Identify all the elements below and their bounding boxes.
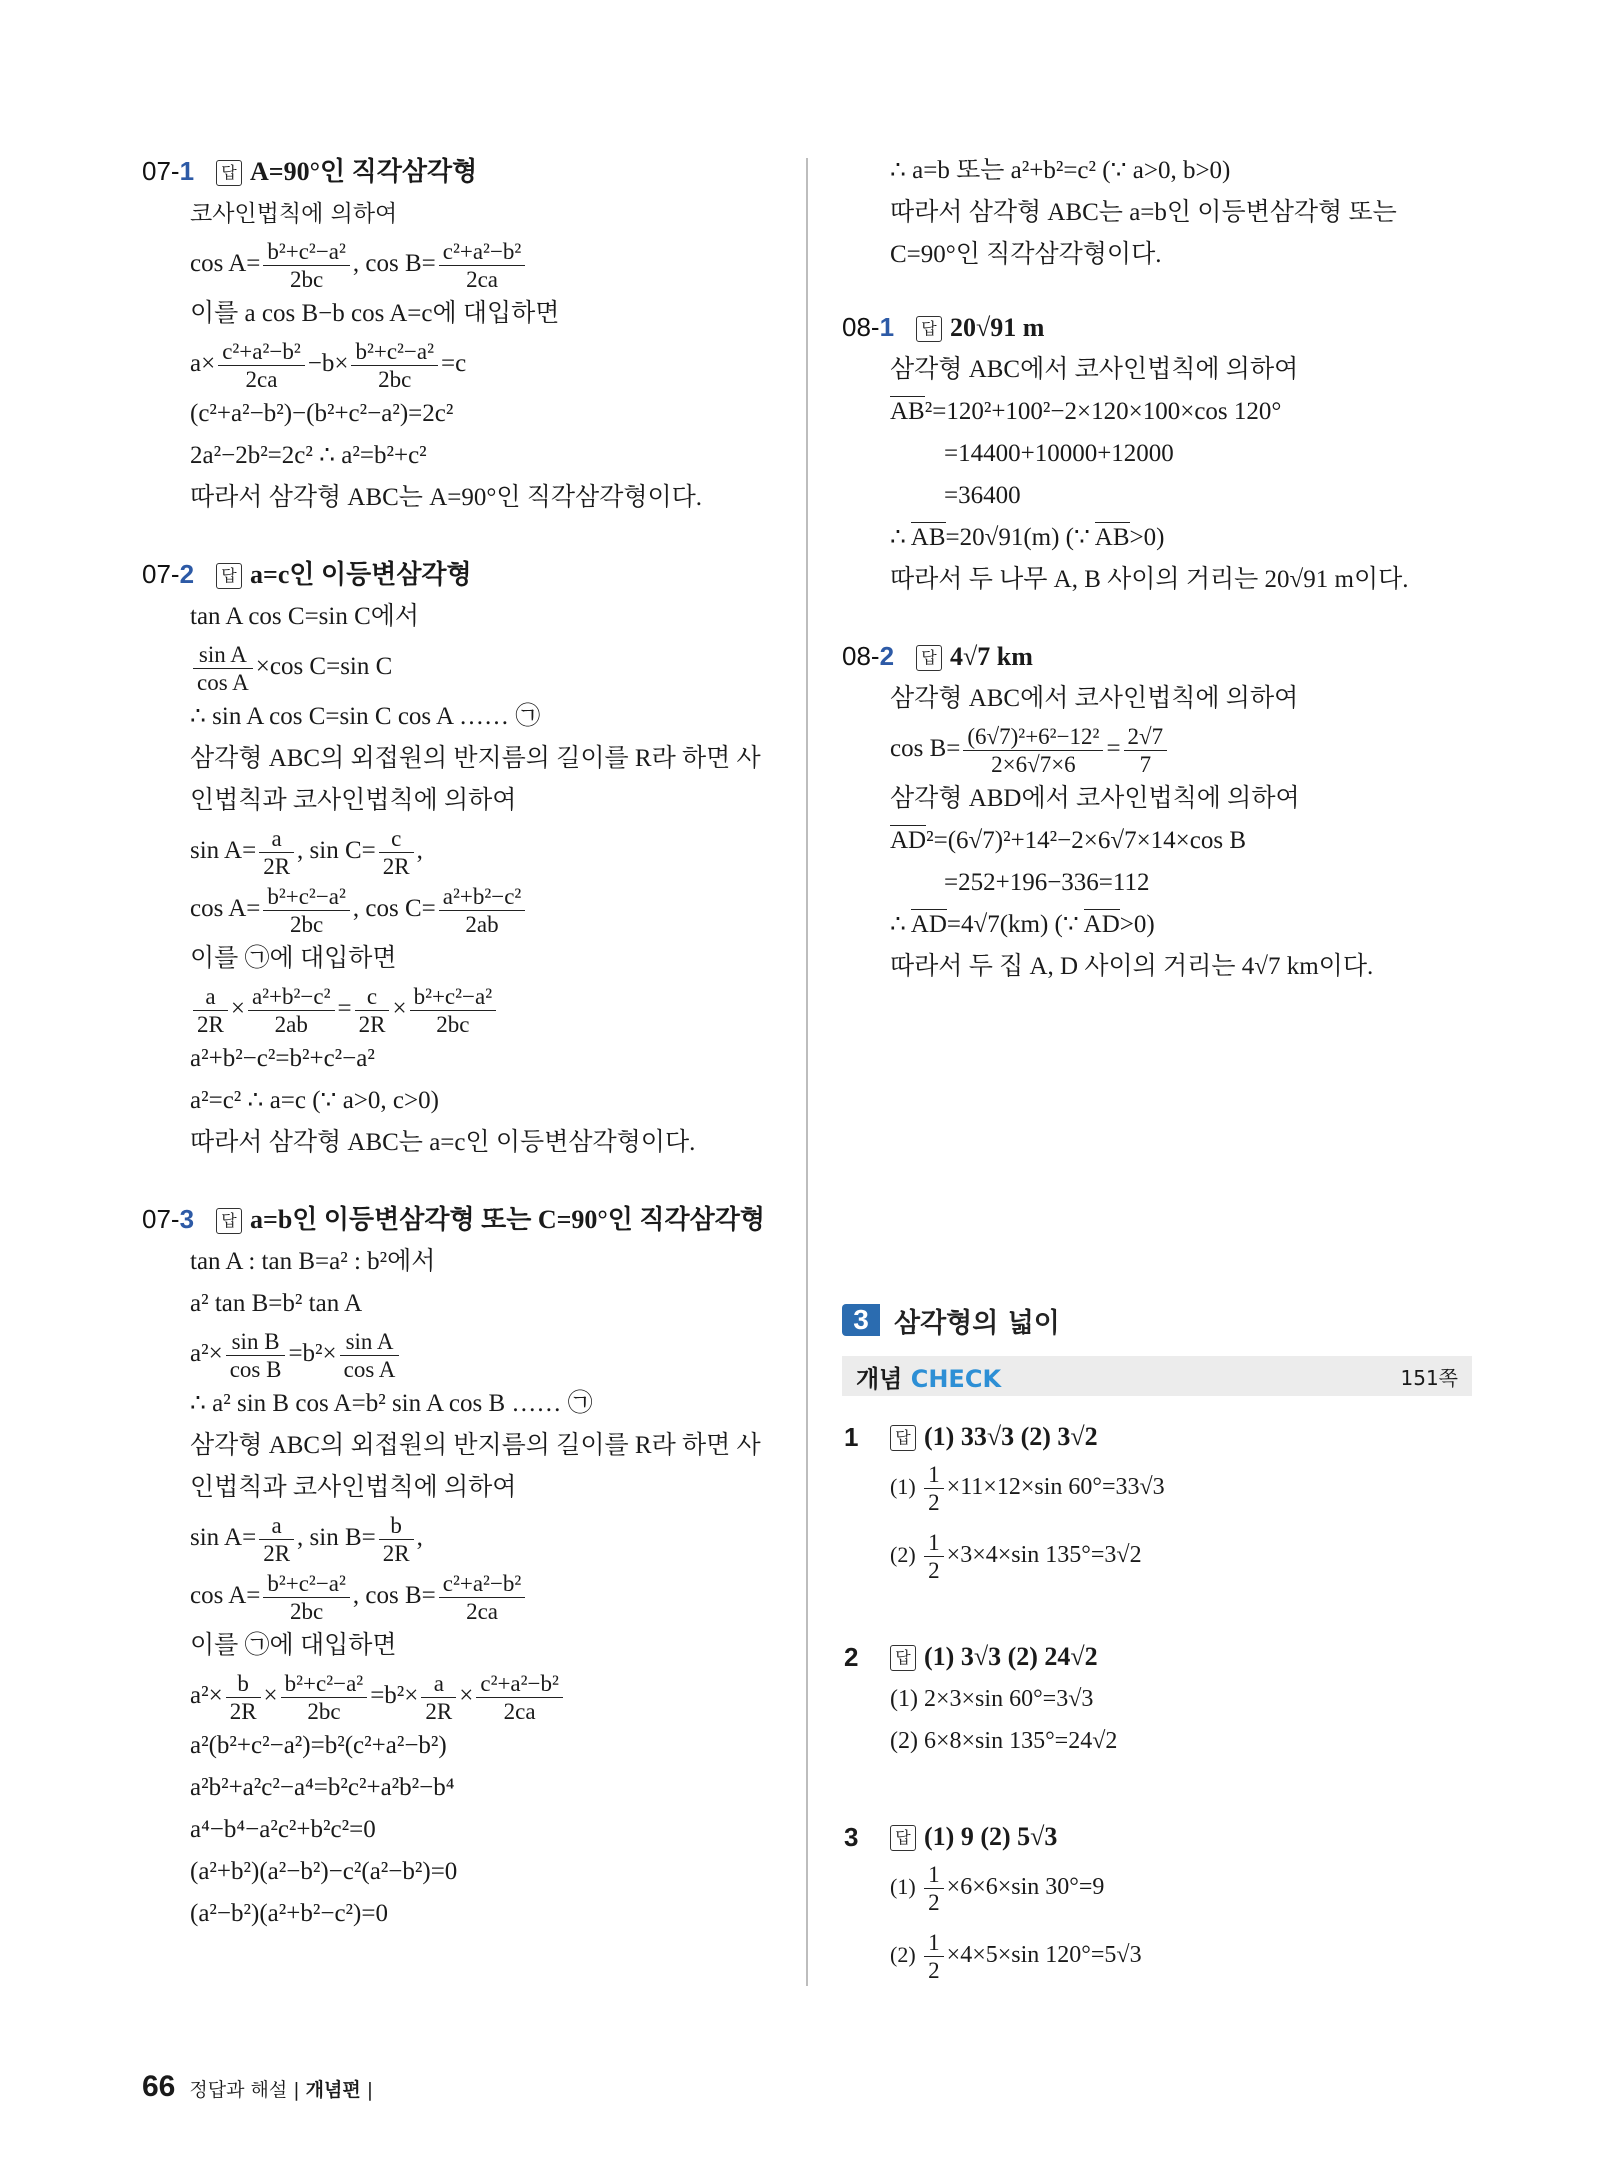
solution-line: 이를 ㉠에 대입하면 (190, 1632, 397, 1659)
solution-line: (1) $\frac{1}{2}$ ×11×12×sin 60°=33√3 (890, 1461, 1165, 1515)
problem-header (890, 1816, 1472, 1858)
answer-text: (1) 3√3 (2) 24√2 (924, 1642, 1098, 1671)
problem-header (842, 306, 1482, 349)
solution-line: (c²+a²−b²)−(b²+c²−a²)=2c² (190, 400, 454, 427)
solution-line: a²(b²+c²−a²)=b²(c²+a²−b²) (190, 1732, 447, 1759)
problem-header (142, 553, 782, 596)
solution-line: ∴ AD=4√7(km) (∵ AD>0) (890, 911, 1155, 938)
concept-check-bar (842, 1356, 1472, 1396)
solution-line: 이를 ㉠에 대입하면 (190, 945, 397, 972)
solution-line: 따라서 삼각형 ABC는 a=c인 이등변삼각형이다. (190, 1129, 696, 1156)
solution-line: 따라서 삼각형 ABC는 a=b인 이등변삼각형 또는 (890, 199, 1397, 226)
check-number: 2 (844, 1642, 859, 1672)
answer-text: 4√7 km (950, 642, 1033, 671)
answer-text: 20√91 m (950, 313, 1045, 342)
section-3-header (842, 1296, 1472, 1396)
solution-line: C=90°인 직각삼각형이다. (890, 241, 1162, 268)
solution-line: a²b²+a²c²−a⁴=b²c²+a²b²−b⁴ (190, 1774, 455, 1801)
solution-line: $\frac{a}{2R}$ × $\frac{\text{a²+b²−c²}}{2ab}$ = $\frac{c}{2R}$ × $\frac{\text{b²+c²−a²}}{2bc}$ (190, 980, 782, 1038)
solution-line: 삼각형 ABD에서 코사인법칙에 의하여 (890, 785, 1300, 812)
solution-line: a² tan B=b² tan A (190, 1290, 363, 1317)
solution-line: AB²=120²+100²−2×120×100×cos 120° (890, 398, 1282, 425)
footer-label: 정답과 해설 | 개념편 | (189, 2079, 374, 2101)
page-footer (142, 2070, 373, 2104)
solution-line: ∴ a² sin B cos A=b² sin A cos B …… ㉠ (190, 1390, 593, 1417)
solution-line: a²× $\frac{\text{sin B}}{\text{cos B}}$ =b²× $\frac{\text{sin A}}{\text{cos A}}$ (190, 1325, 782, 1383)
problem-number: 07-1 (142, 156, 195, 186)
solution-line: =36400 (944, 482, 1021, 509)
solution-line: tan A cos C=sin C에서 (190, 603, 420, 630)
solution-line: 따라서 두 집 A, D 사이의 거리는 4√7 km이다. (890, 953, 1374, 980)
problem-number: 07-3 (142, 1204, 195, 1234)
check-number: 1 (844, 1422, 859, 1452)
solution-line: 이를 a cos B−b cos A=c에 대입하면 (190, 300, 560, 327)
section-label: 삼각형의 넓이 (894, 1307, 1060, 1339)
solution-line: (a²+b²)(a²−b²)−c²(a²−b²)=0 (190, 1858, 458, 1885)
solution-line: sin A= $\frac{a}{2R}$ , sin B= $\frac{b}{2R}$ , (190, 1512, 423, 1566)
solution-line: a²× $\frac{b}{2R}$ × $\frac{\text{b²+c²−a²}}{2bc}$ =b²× $\frac{a}{2R}$ × $\frac{\text{c²+a²−b²}}{2ca}$ (190, 1667, 782, 1725)
check-problem-3 (842, 1816, 1472, 1984)
solution-line: 삼각형 ABC에서 코사인법칙에 의하여 (890, 356, 1299, 383)
solution-line: (2) $\frac{1}{2}$ ×3×4×sin 135°=3√2 (890, 1529, 1142, 1583)
problem-header (142, 150, 782, 193)
answer-text: a=c인 이등변삼각형 (250, 560, 472, 589)
problem-number: 07-2 (142, 559, 195, 589)
solution-line: 삼각형 ABC의 외접원의 반지름의 길이를 R라 하면 사 (190, 745, 761, 772)
problem-header (890, 1416, 1472, 1458)
problem-07-2 (142, 553, 782, 1164)
page-reference: 151쪽 (1400, 1365, 1458, 1390)
solution-line: (2) 6×8×sin 135°=24√2 (890, 1728, 1118, 1754)
answer-text: (1) 9 (2) 5√3 (924, 1822, 1058, 1851)
solution-line: ∴ a=b 또는 a²+b²=c² (∵ a>0, b>0) (890, 157, 1231, 184)
left-column (142, 150, 782, 1969)
answer-badge: 답 (916, 316, 942, 342)
solution-line: a× $\frac{\text{c²+a²−b²}}{2ca}$ −b× $\frac{\text{b²+c²−a²}}{2bc}$ =c (190, 338, 467, 392)
problem-number: 08-2 (842, 641, 895, 671)
solution-line: 삼각형 ABC에서 코사인법칙에 의하여 (890, 685, 1299, 712)
solution-line: (1) $\frac{1}{2}$ ×6×6×sin 30°=9 (890, 1861, 1105, 1915)
problem-08-2 (842, 635, 1482, 988)
problem-number: 08-1 (842, 312, 895, 342)
answer-badge: 답 (890, 1645, 916, 1671)
problem-07-3-continued (842, 150, 1482, 276)
solution-line: ∴ sin A cos C=sin C cos A …… ㉠ (190, 703, 541, 730)
problem-08-1 (842, 306, 1482, 601)
problem-header (842, 635, 1482, 678)
solution-line: 코사인법칙에 의하여 (190, 201, 398, 227)
problem-header (890, 1636, 1472, 1678)
solution-line: =14400+10000+12000 (944, 440, 1174, 467)
solution-line: 인법칙과 코사인법칙에 의하여 (190, 787, 517, 814)
solution-line: 인법칙과 코사인법칙에 의하여 (190, 1474, 517, 1501)
problem-07-1 (142, 150, 782, 519)
solution-line: $\frac{\text{sin A}}{\text{cos A}}$ ×cos C=sin C (190, 638, 782, 696)
solution-line: sin A= $\frac{a}{2R}$ , sin C= $\frac{c}{2R}$ , (190, 825, 423, 879)
section-number-icon: 3 (842, 1304, 880, 1336)
solution-line: cos B= $\frac{\text{(6√7)²+6²−12²}}{2\times 6√7\times 6}$ = $\frac{2√7}{7}$ (890, 720, 1482, 778)
solution-line: 따라서 두 나무 A, B 사이의 거리는 20√91 m이다. (890, 566, 1409, 593)
solution-line: AD²=(6√7)²+14²−2×6√7×14×cos B (890, 827, 1247, 854)
answer-badge: 답 (216, 563, 242, 589)
page-number: 66 (142, 2070, 176, 2103)
answer-badge: 답 (916, 645, 942, 671)
right-column (842, 150, 1482, 1022)
solution-line: tan A : tan B=a² : b²에서 (190, 1248, 436, 1275)
answer-text: (1) 33√3 (2) 3√2 (924, 1422, 1098, 1451)
solution-line: (2) $\frac{1}{2}$ ×4×5×sin 120°=5√3 (890, 1929, 1142, 1983)
answer-text: a=b인 이등변삼각형 또는 C=90°인 직각삼각형 (250, 1205, 766, 1234)
solution-line: 2a²−2b²=2c² ∴ a²=b²+c² (190, 442, 427, 469)
answer-badge: 답 (890, 1425, 916, 1451)
check-problem-2 (842, 1636, 1472, 1762)
solution-line: =252+196−336=112 (944, 869, 1150, 896)
solution-line: cos A= $\frac{\text{b²+c²−a²}}{2bc}$ , cos C= $\frac{\text{a²+b²−c²}}{2ab}$ (190, 880, 782, 938)
section-title (842, 1296, 1472, 1344)
concept-check-label: 개념 CHECK (856, 1364, 1002, 1393)
solution-line: a⁴−b⁴−a²c²+b²c²=0 (190, 1816, 376, 1843)
column-divider (806, 158, 808, 1986)
check-number: 3 (844, 1822, 859, 1852)
solution-line: a²=c² ∴ a=c (∵ a>0, c>0) (190, 1087, 439, 1114)
answer-badge: 답 (216, 160, 242, 186)
problem-header (142, 1198, 782, 1241)
solution-line: a²+b²−c²=b²+c²−a² (190, 1045, 375, 1072)
solution-line: 삼각형 ABC의 외접원의 반지름의 길이를 R라 하면 사 (190, 1432, 761, 1459)
solution-line: cos A= $\frac{\text{b²+c²−a²}}{2bc}$ , cos B= $\frac{\text{c²+a²−b²}}{2ca}$ (190, 1567, 782, 1625)
solution-line: (1) 2×3×sin 60°=3√3 (890, 1686, 1094, 1712)
answer-text: A=90°인 직각삼각형 (250, 157, 478, 186)
solution-line: cos A= $\frac{\text{b²+c²−a²}}{2bc}$ , cos B= $\frac{\text{c²+a²−b²}}{2ca}$ (190, 235, 782, 293)
answer-badge: 답 (216, 1208, 242, 1234)
check-problem-1 (842, 1416, 1472, 1584)
answer-badge: 답 (890, 1825, 916, 1851)
solution-line: ∴ AB=20√91(m) (∵ AB>0) (890, 524, 1165, 551)
solution-line: (a²−b²)(a²+b²−c²)=0 (190, 1900, 388, 1927)
problem-07-3 (142, 1198, 782, 1935)
solution-line: 따라서 삼각형 ABC는 A=90°인 직각삼각형이다. (190, 484, 703, 511)
